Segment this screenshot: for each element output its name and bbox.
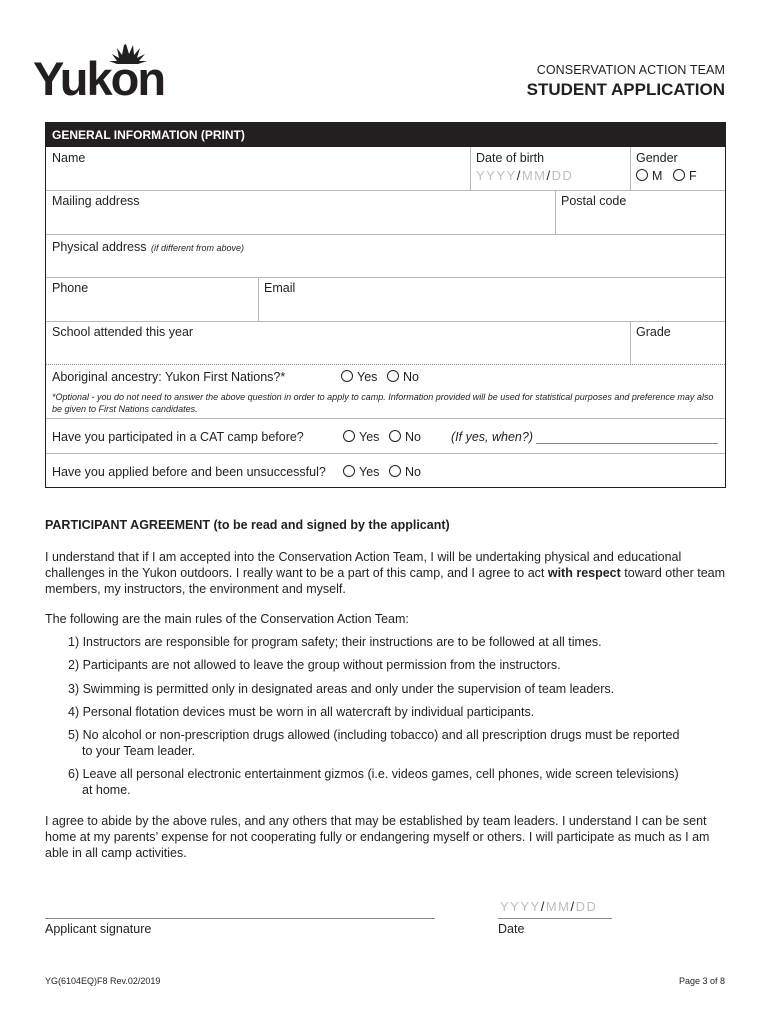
date-sep: /: [570, 899, 576, 914]
yes-label: Yes: [357, 370, 378, 384]
aboriginal-question: Aboriginal ancestry: Yukon First Nations?*: [52, 370, 286, 384]
form-code: YG(6104EQ)F8 Rev.02/2019: [45, 976, 161, 986]
yes-label: Yes: [359, 430, 380, 444]
aboriginal-no-option[interactable]: [387, 370, 419, 384]
rule-item-continued: to your Team leader.: [82, 744, 196, 758]
cat-yes-option[interactable]: [343, 430, 379, 444]
applied-question: Have you applied before and been unsuccessful?: [52, 465, 326, 479]
date-month: MM: [545, 899, 571, 914]
name-label: Name: [52, 151, 86, 165]
divider: [470, 147, 471, 190]
school-label: School attended this year: [52, 325, 194, 339]
grade-label: Grade: [636, 325, 671, 339]
logo-text: Yukon: [33, 52, 165, 102]
yukon-logo: [33, 42, 173, 102]
date-year: YYYY: [500, 899, 541, 914]
divider: [630, 147, 631, 190]
agreement-heading: PARTICIPANT AGREEMENT (to be read and signed by the applicant): [45, 518, 450, 532]
dob-day: DD: [551, 168, 574, 183]
agreement-text: I understand that if I am accepted into the Conservation Action Team, I will be undertaking physical and educational challenges in the Yukon outdoors. I really want to be a part of this camp, and I agree to act: [45, 550, 682, 580]
grade-field[interactable]: [631, 321, 726, 364]
rule-item: 5) No alcohol or non-prescription drugs allowed (including tobacco) and all prescription drugs must be reported: [68, 728, 680, 742]
email-field[interactable]: [259, 277, 726, 321]
dob-month: MM: [521, 168, 547, 183]
divider: [46, 364, 725, 365]
email-label: Email: [264, 281, 296, 295]
header-subtitle: CONSERVATION ACTION TEAM: [536, 63, 725, 77]
mailing-address-field[interactable]: [46, 190, 555, 234]
gender-m-option[interactable]: [636, 169, 662, 183]
agreement-text: toward other team members, my instructors, the environment and myself.: [45, 566, 726, 596]
cat-when-field[interactable]: [536, 443, 718, 444]
date-line: [498, 918, 612, 919]
gender-m-radio[interactable]: [636, 169, 648, 181]
page-title: STUDENT APPLICATION: [526, 80, 725, 99]
phone-field[interactable]: [46, 277, 258, 321]
postal-code-field[interactable]: [556, 190, 726, 234]
date-day: DD: [575, 899, 598, 914]
page-number: Page 3 of 8: [678, 976, 725, 986]
cat-yes-radio[interactable]: [343, 430, 355, 442]
gender-f-option[interactable]: [673, 169, 697, 183]
divider: [46, 418, 725, 419]
applied-yes-option[interactable]: [343, 465, 379, 479]
applied-yes-radio[interactable]: [343, 465, 355, 477]
aboriginal-note: *Optional - you do not need to answer the above question in order to apply to camp. Information provided will be used for statistical purposes and preference may also be given to First Nations candidates.: [52, 392, 714, 414]
dob-sep: /: [546, 168, 552, 183]
physical-label: Physical address: [52, 240, 147, 254]
name-field[interactable]: [46, 147, 470, 190]
agreement-paragraph-2: I agree to abide by the above rules, and any others that may be established by team leaders. I understand I can be sent home at my parents’ expense for not cooperating fully or endangering myself or others. I will participate as much as I am able in all camp activities.: [45, 814, 710, 860]
no-label: No: [405, 465, 421, 479]
gender-m-label: M: [652, 169, 663, 183]
general-info-heading: GENERAL INFORMATION (PRINT): [46, 123, 725, 147]
yes-label: Yes: [359, 465, 380, 479]
dob-sep: /: [516, 168, 522, 183]
rule-item-continued: at home.: [82, 783, 131, 797]
signature-date-field[interactable]: [500, 899, 597, 914]
aboriginal-yes-option[interactable]: [341, 370, 377, 384]
aboriginal-yes-radio[interactable]: [341, 370, 353, 382]
rule-item: 1) Instructors are responsible for program safety; their instructions are to be followed at all times.: [68, 635, 602, 649]
dob-label: Date of birth: [476, 151, 545, 165]
applied-no-option[interactable]: [389, 465, 421, 479]
cat-when-label: (If yes, when?): [451, 430, 533, 444]
physical-note: (if different from above): [150, 243, 244, 253]
applicant-signature-label: Applicant signature: [45, 922, 152, 936]
dob-field[interactable]: [476, 168, 573, 183]
divider: [46, 453, 725, 454]
rule-item: 2) Participants are not allowed to leave the group without permission from the instructors.: [68, 658, 561, 672]
agreement-emphasis: with respect: [547, 566, 621, 580]
no-label: No: [405, 430, 421, 444]
rule-item: 6) Leave all personal electronic entertainment gizmos (i.e. videos games, cell phones, wide screen televisions): [68, 767, 679, 781]
applicant-signature-field[interactable]: [45, 918, 435, 919]
phone-label: Phone: [52, 281, 89, 295]
physical-address-field[interactable]: [46, 234, 725, 277]
aboriginal-no-radio[interactable]: [387, 370, 399, 382]
rule-item: 3) Swimming is permitted only in designated areas and only under the supervision of team leaders.: [68, 682, 615, 696]
cat-no-option[interactable]: [389, 430, 421, 444]
school-field[interactable]: [46, 321, 630, 364]
postal-label: Postal code: [561, 194, 627, 208]
mailing-label: Mailing address: [52, 194, 140, 208]
applied-no-radio[interactable]: [389, 465, 401, 477]
no-label: No: [403, 370, 419, 384]
yukon-sun-icon: [33, 42, 173, 102]
agreement-paragraph-1: [45, 549, 730, 597]
dob-year: YYYY: [476, 168, 517, 183]
rules-intro: The following are the main rules of the Conservation Action Team:: [45, 612, 409, 626]
gender-f-label: F: [689, 169, 697, 183]
cat-question: Have you participated in a CAT camp before?: [52, 430, 304, 444]
date-label: Date: [498, 922, 525, 936]
date-sep: /: [540, 899, 546, 914]
gender-label: Gender: [636, 151, 678, 165]
rule-item: 4) Personal flotation devices must be worn in all watercraft by individual participants.: [68, 705, 535, 719]
gender-f-radio[interactable]: [673, 169, 685, 181]
cat-no-radio[interactable]: [389, 430, 401, 442]
general-info-form: [45, 122, 726, 488]
